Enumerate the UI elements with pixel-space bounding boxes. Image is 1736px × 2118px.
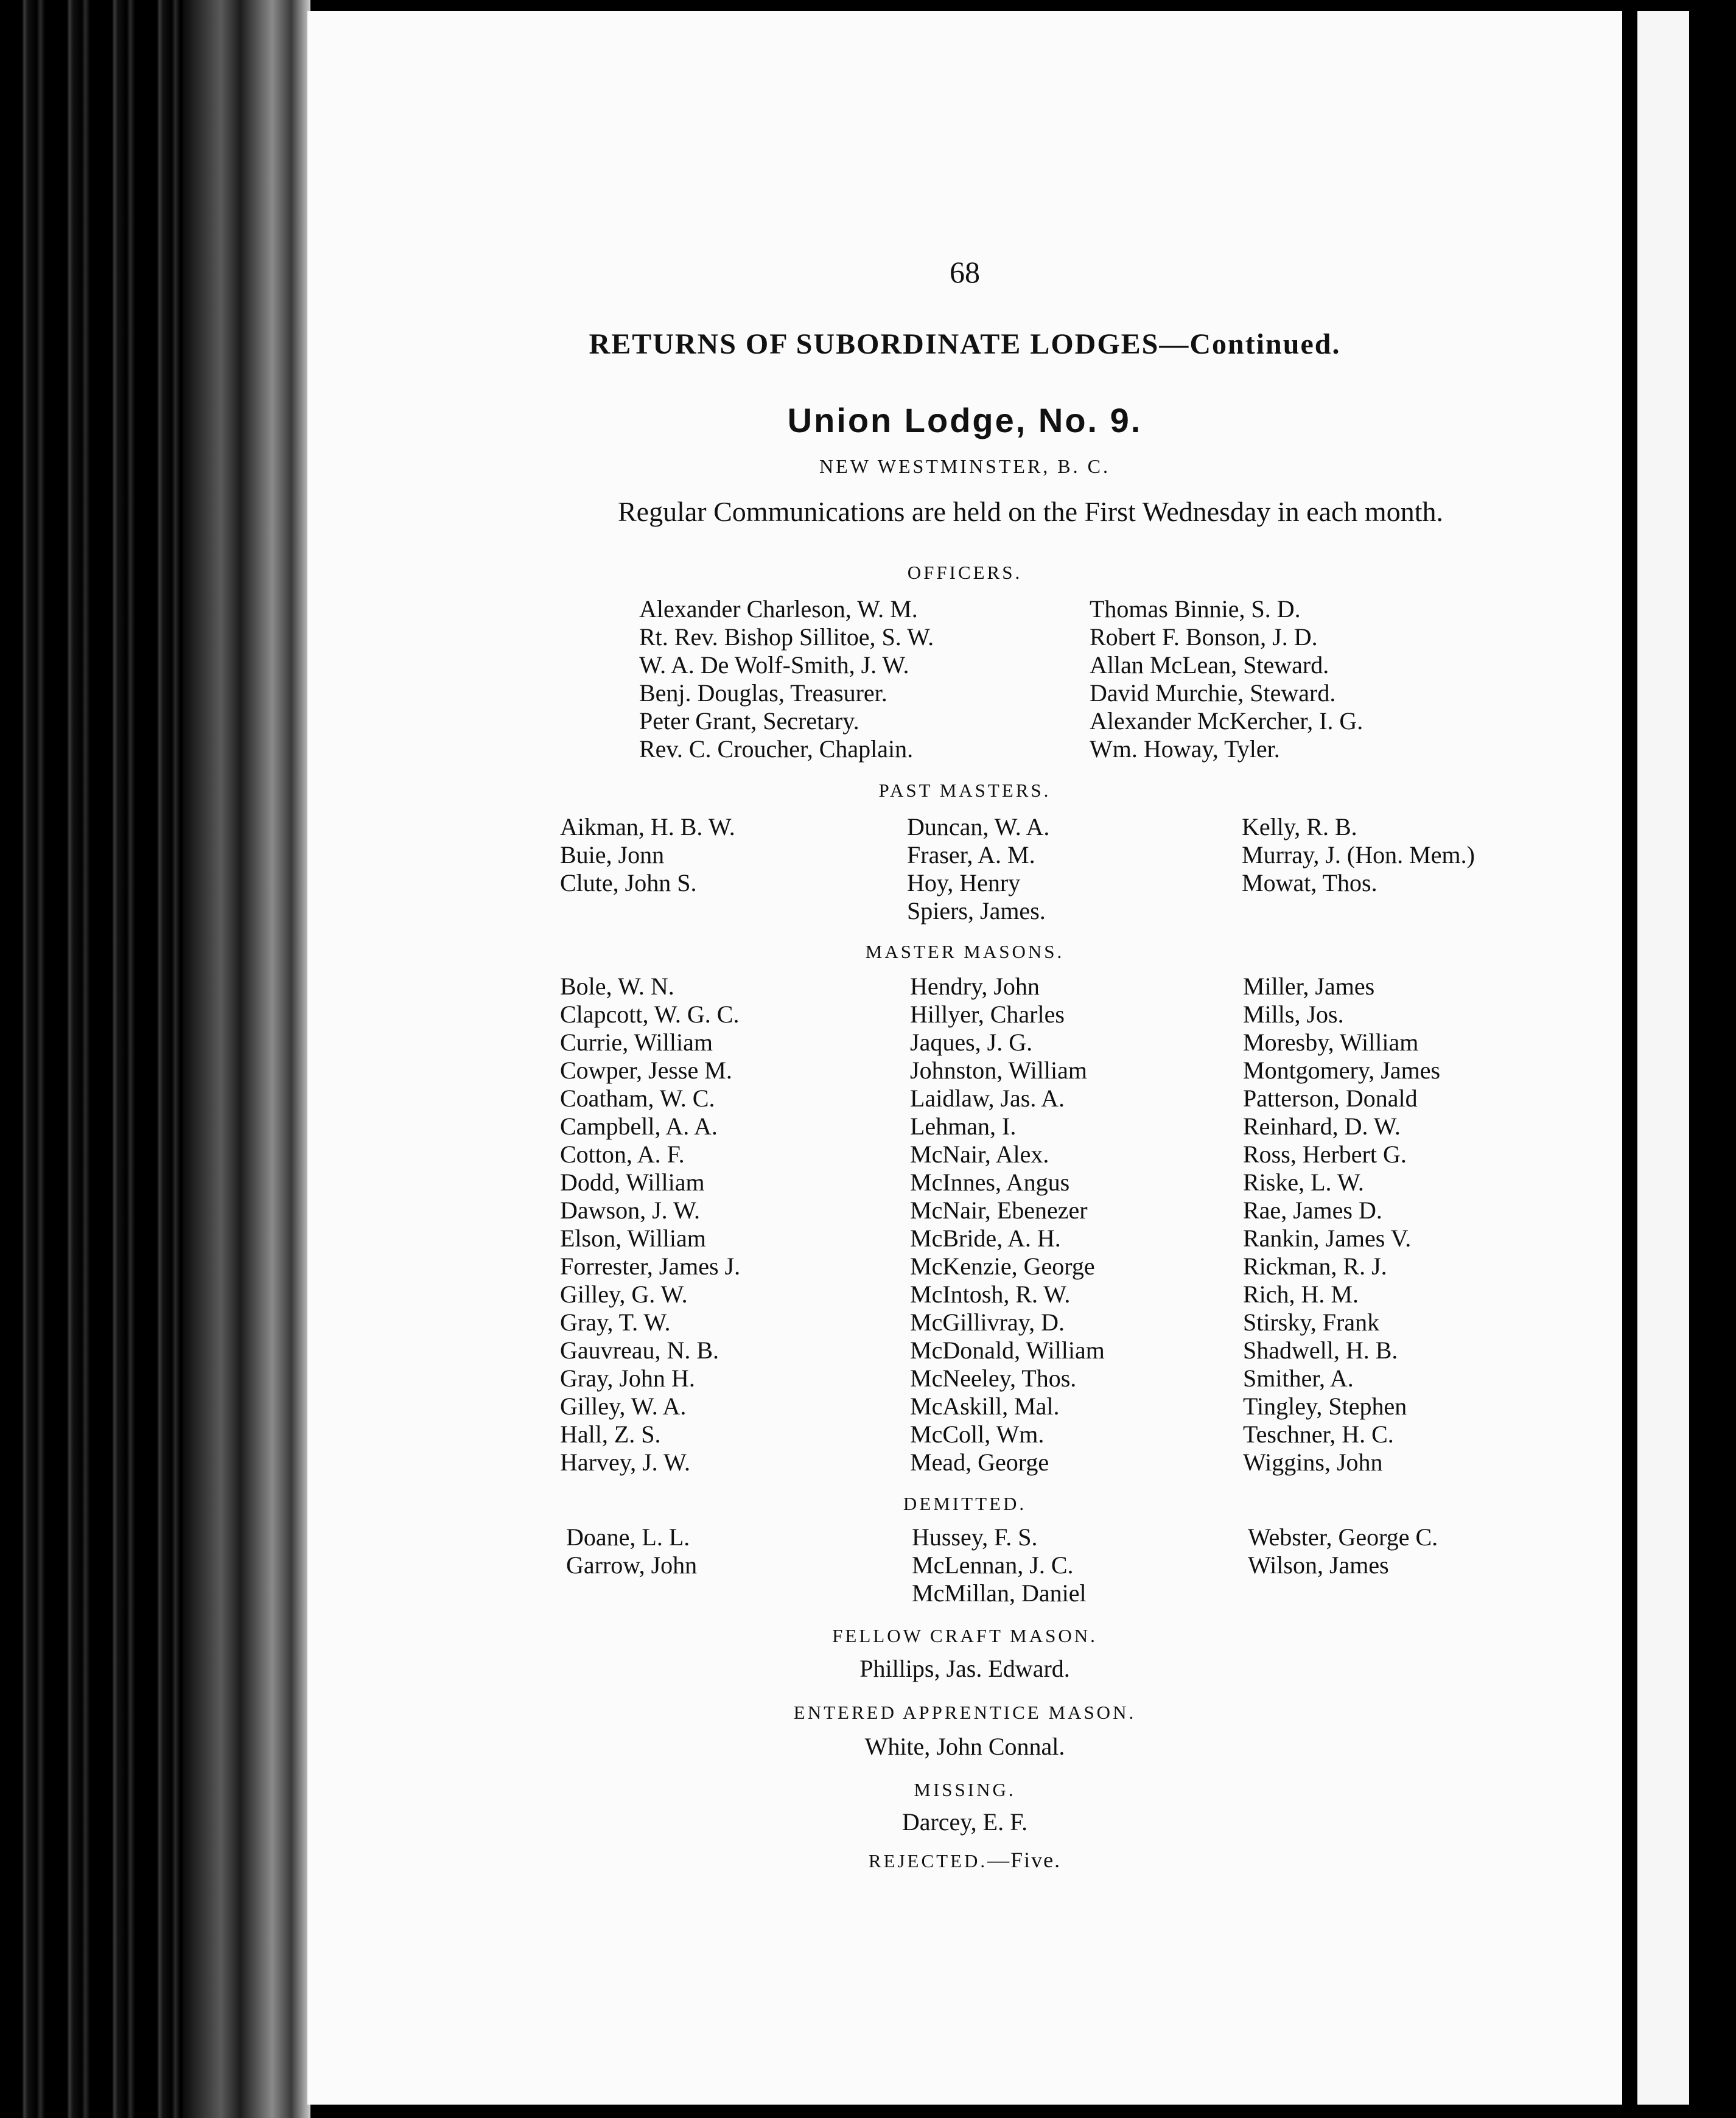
name-entry: Tingley, Stephen — [1243, 1393, 1407, 1420]
name-entry: Rev. C. Croucher, Chaplain. — [639, 735, 914, 763]
name-entry: Shadwell, H. B. — [1243, 1337, 1398, 1364]
name-entry: McKenzie, George — [910, 1253, 1095, 1280]
name-entry: Gauvreau, N. B. — [560, 1337, 719, 1364]
name-entry: Elson, William — [560, 1225, 706, 1252]
fellow-craft-name: Phillips, Jas. Edward. — [859, 1655, 1070, 1682]
name-entry: Lehman, I. — [910, 1113, 1017, 1140]
name-entry: Rae, James D. — [1243, 1197, 1382, 1224]
name-entry: Gilley, G. W. — [560, 1281, 688, 1308]
name-entry: Allan McLean, Steward. — [1090, 651, 1329, 679]
book-page — [307, 11, 1622, 2105]
name-entry: Garrow, John — [566, 1551, 698, 1579]
name-entry: McIntosh, R. W. — [910, 1281, 1071, 1308]
name-entry: Hillyer, Charles — [910, 1001, 1065, 1028]
missing-name: Darcey, E. F. — [901, 1808, 1028, 1836]
name-entry: Montgomery, James — [1243, 1057, 1441, 1084]
name-entry: McLennan, J. C. — [912, 1551, 1074, 1579]
name-entry: Doane, L. L. — [566, 1523, 690, 1551]
name-entry: Forrester, James J. — [560, 1253, 741, 1280]
past-masters-column-2 — [907, 813, 1049, 925]
name-entry: Rickman, R. J. — [1243, 1253, 1387, 1280]
name-entry: Campbell, A. A. — [560, 1113, 718, 1140]
name-entry: Mead, George — [910, 1449, 1049, 1476]
master-masons-heading: MASTER MASONS. — [865, 941, 1065, 962]
master-masons-column-2 — [910, 973, 1105, 1477]
page-edges — [183, 0, 310, 2118]
name-entry: McNeeley, Thos. — [910, 1365, 1077, 1392]
name-entry: David Murchie, Steward. — [1090, 679, 1336, 707]
name-entry: Clute, John S. — [560, 869, 697, 896]
name-entry: Rankin, James V. — [1243, 1225, 1412, 1252]
name-entry: Cotton, A. F. — [560, 1141, 685, 1168]
name-entry: McInnes, Angus — [910, 1169, 1070, 1196]
rejected-label: REJECTED. — [868, 1850, 988, 1872]
name-entry: Robert F. Bonson, J. D. — [1090, 623, 1318, 651]
book-binding — [0, 0, 304, 2118]
facing-page-edge — [1637, 11, 1689, 2105]
officers-right-column — [1090, 595, 1363, 763]
name-entry: Wm. Howay, Tyler. — [1090, 735, 1280, 763]
name-entry: Mills, Jos. — [1243, 1001, 1344, 1028]
name-entry: Cowper, Jesse M. — [560, 1057, 732, 1084]
name-entry: Johnston, William — [910, 1057, 1087, 1084]
page-number: 68 — [950, 255, 980, 289]
name-entry: Gray, John H. — [560, 1365, 695, 1392]
name-entry: McDonald, William — [910, 1337, 1105, 1364]
name-entry: Kelly, R. B. — [1242, 813, 1357, 841]
officers-left-column — [639, 595, 934, 763]
lodge-location: NEW WESTMINSTER, B. C. — [819, 455, 1110, 477]
fellow-craft-heading: FELLOW CRAFT MASON. — [832, 1625, 1097, 1646]
name-entry: Coatham, W. C. — [560, 1085, 715, 1112]
name-entry: Harvey, J. W. — [560, 1449, 691, 1476]
name-entry: Murray, J. (Hon. Mem.) — [1242, 841, 1475, 869]
scan-border-right — [1689, 0, 1736, 2118]
name-entry: Miller, James — [1243, 973, 1375, 1000]
name-entry: Laidlaw, Jas. A. — [910, 1085, 1065, 1112]
name-entry: McNair, Ebenezer — [910, 1197, 1088, 1224]
name-entry: Teschner, H. C. — [1243, 1421, 1394, 1448]
name-entry: Rt. Rev. Bishop Sillitoe, S. W. — [639, 623, 934, 651]
name-entry: Alexander Charleson, W. M. — [639, 595, 918, 623]
name-entry: McNair, Alex. — [910, 1141, 1049, 1168]
name-entry: Fraser, A. M. — [907, 841, 1035, 869]
name-entry: Peter Grant, Secretary. — [639, 707, 859, 735]
name-entry: Currie, William — [560, 1029, 713, 1056]
name-entry: McMillan, Daniel — [912, 1579, 1087, 1607]
name-entry: McColl, Wm. — [910, 1421, 1045, 1448]
demitted-column-2 — [912, 1523, 1087, 1607]
name-entry: Spiers, James. — [907, 897, 1046, 924]
name-entry: Rich, H. M. — [1243, 1281, 1359, 1308]
master-masons-column-3 — [1243, 973, 1440, 1477]
past-masters-column-3 — [1242, 813, 1475, 897]
demitted-column-1 — [566, 1523, 697, 1579]
name-entry: Wiggins, John — [1243, 1449, 1383, 1476]
past-masters-column-1 — [560, 813, 735, 897]
name-entry: Hall, Z. S. — [560, 1421, 661, 1448]
name-entry: Alexander McKercher, I. G. — [1090, 707, 1363, 735]
page-heading — [307, 327, 1622, 361]
name-entry: Webster, George C. — [1248, 1523, 1438, 1551]
communications-note: Regular Communications are held on the First Wednesday in each month. — [618, 496, 1443, 527]
name-entry: Moresby, William — [1243, 1029, 1419, 1056]
name-entry: Bole, W. N. — [560, 973, 674, 1000]
past-masters-heading: PAST MASTERS. — [878, 780, 1051, 801]
heading-text: RETURNS OF SUBORDINATE LODGES — [589, 328, 1160, 360]
name-entry: Jaques, J. G. — [910, 1029, 1033, 1056]
name-entry: Wilson, James — [1248, 1551, 1389, 1579]
name-entry: McBride, A. H. — [910, 1225, 1061, 1252]
demitted-column-3 — [1248, 1523, 1438, 1579]
name-entry: Gray, T. W. — [560, 1309, 671, 1336]
name-entry: Thomas Binnie, S. D. — [1090, 595, 1301, 623]
name-entry: Stirsky, Frank — [1243, 1309, 1380, 1336]
name-entry: Riske, L. W. — [1243, 1169, 1364, 1196]
lodge-title: Union Lodge, No. 9. — [787, 401, 1143, 439]
name-entry: Hussey, F. S. — [912, 1523, 1038, 1551]
missing-heading: MISSING. — [914, 1779, 1016, 1800]
name-entry: Hendry, John — [910, 973, 1040, 1000]
name-entry: Aikman, H. B. W. — [560, 813, 735, 841]
name-entry: Clapcott, W. G. C. — [560, 1001, 740, 1028]
name-entry: Mowat, Thos. — [1242, 869, 1377, 896]
demitted-heading: DEMITTED. — [903, 1493, 1027, 1514]
heading-continued: —Continued. — [1159, 328, 1341, 360]
name-entry: Dawson, J. W. — [560, 1197, 701, 1224]
entered-apprentice-heading: ENTERED APPRENTICE MASON. — [793, 1702, 1136, 1723]
name-entry: Gilley, W. A. — [560, 1393, 687, 1420]
name-entry: Buie, Jonn — [560, 841, 665, 869]
name-entry: Benj. Douglas, Treasurer. — [639, 679, 887, 707]
name-entry: Patterson, Donald — [1243, 1085, 1418, 1112]
name-entry: Smither, A. — [1243, 1365, 1354, 1392]
name-entry: Dodd, William — [560, 1169, 705, 1196]
name-entry: Reinhard, D. W. — [1243, 1113, 1401, 1140]
name-entry: Ross, Herbert G. — [1243, 1141, 1407, 1168]
name-entry: McGillivray, D. — [910, 1309, 1065, 1336]
name-entry: Hoy, Henry — [907, 869, 1021, 896]
name-entry: W. A. De Wolf-Smith, J. W. — [639, 651, 909, 679]
name-entry: Duncan, W. A. — [907, 813, 1050, 841]
entered-apprentice-name: White, John Connal. — [864, 1733, 1065, 1760]
rejected-line — [307, 1847, 1622, 1873]
master-masons-column-1 — [560, 973, 740, 1477]
name-entry: McAskill, Mal. — [910, 1393, 1060, 1420]
officers-heading: OFFICERS. — [907, 562, 1023, 583]
rejected-value: —Five. — [987, 1848, 1062, 1872]
